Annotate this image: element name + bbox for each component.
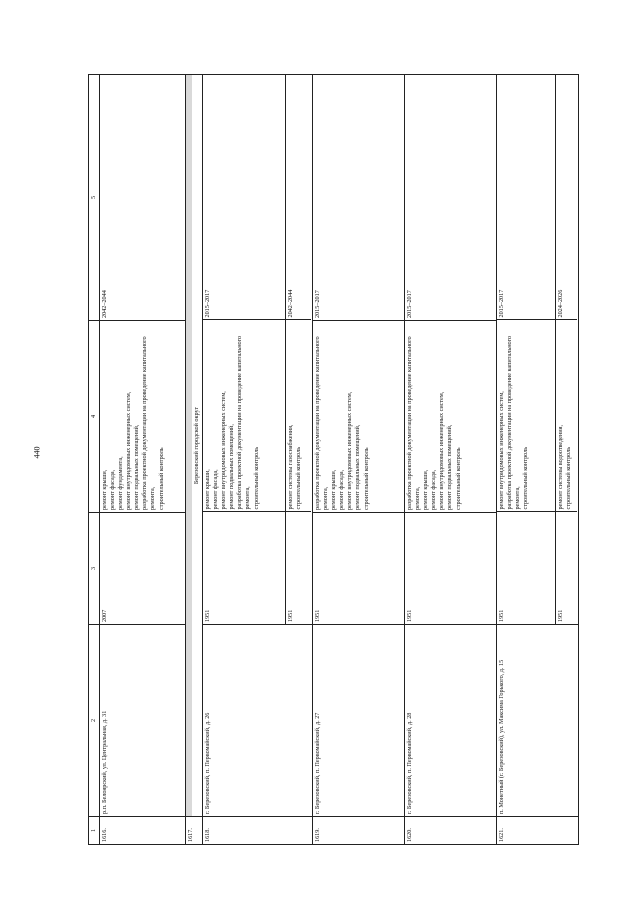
- column-header-3: 3: [89, 513, 100, 625]
- works-cell: ремонт системы газоснабжения, строительный контроль: [285, 320, 311, 512]
- repair-schedule-table: [88, 74, 579, 845]
- build-year-cell: 1951: [555, 512, 577, 624]
- period-cell: 2042–2044: [100, 75, 186, 321]
- works-subtable-cell: [203, 75, 313, 625]
- table-row: [497, 75, 579, 845]
- row-number: 1618.: [203, 817, 313, 845]
- works-subtable: [203, 74, 311, 624]
- period-cell: 2015–2017: [203, 74, 285, 320]
- period-cell: 2042–2044: [285, 74, 311, 320]
- build-year-cell: 2007: [100, 513, 186, 625]
- address-cell: г. Березовский, п. Первомайский, д. 26: [203, 625, 313, 817]
- works-cell: ремонт системы водоотведения, строительный контроль: [555, 320, 577, 512]
- build-year-cell: 1951: [405, 513, 497, 625]
- address-cell: р.п. Белоярский, ул. Центральная, д. 31: [100, 625, 186, 817]
- table-row: [100, 75, 186, 845]
- table-row: [203, 75, 313, 845]
- column-header-2: 2: [89, 625, 100, 817]
- group-cell: [186, 75, 203, 817]
- period-cell: 2015–2017: [405, 75, 497, 321]
- column-header-4: 4: [89, 321, 100, 513]
- table-row: [313, 75, 405, 845]
- row-number: 1620.: [405, 817, 497, 845]
- group-title: Березовский городской округ: [193, 406, 201, 485]
- period-cell: 2015–2017: [497, 74, 555, 320]
- period-cell: 2024–2026: [555, 74, 577, 320]
- works-subtable-cell: [497, 75, 579, 625]
- build-year-cell: 1951: [313, 513, 405, 625]
- row-number: 1616.: [100, 817, 186, 845]
- row-number: 1621.: [497, 817, 579, 845]
- address-cell: п. Монетный (г. Березовский), ул. Максима Горького, д. 15: [497, 625, 579, 817]
- page-number: 440: [32, 446, 42, 459]
- works-cell: ремонт внутридомовых инженерных систем, разработка проектной документации на проведение капитального ремонта, строительный контроль: [497, 320, 555, 512]
- build-year-cell: 1951: [285, 512, 311, 624]
- row-number: 1617.: [186, 817, 203, 845]
- build-year-cell: 1951: [203, 512, 285, 624]
- column-number-row: [89, 75, 100, 845]
- rotated-table-container: [88, 75, 588, 845]
- table-row: [186, 75, 203, 845]
- address-cell: г. Березовский, п. Первомайский, д. 27: [313, 625, 405, 817]
- works-subtable: [497, 74, 577, 624]
- table-row: [405, 75, 497, 845]
- row-number: 1619.: [313, 817, 405, 845]
- works-cell: разработка проектной документации на проведение капитального ремонта, ремонт крыши, ремонт фасада, ремонт внутридомовых инженерных систем, ремонт подвальных помещений, строительный контроль: [405, 321, 497, 513]
- build-year-cell: 1951: [497, 512, 555, 624]
- period-cell: 2015–2017: [313, 75, 405, 321]
- works-cell: разработка проектной документации на проведение капитального ремонта, ремонт крыши, ремонт фасада, ремонт внутридомовых инженерных систем, ремонт подвальных помещений, строительный контроль: [313, 321, 405, 513]
- works-cell: ремонт крыши, ремонт фасада, ремонт внутридомовых инженерных систем, ремонт подвальных помещений, разработка проектной документации на проведение капитального ремонта, строительный контроль: [203, 320, 285, 512]
- address-cell: г. Березовский, п. Первомайский, д. 28: [405, 625, 497, 817]
- column-header-5: 5: [89, 75, 100, 321]
- column-header-1: 1: [89, 817, 100, 845]
- works-cell: ремонт крыши, ремонт фасада, ремонт фундамента, ремонт внутридомовых инженерных систем, ремонт подвальных помещений, разработка проектной документации на проведение капитального ремонта, строительный контроль: [100, 321, 186, 513]
